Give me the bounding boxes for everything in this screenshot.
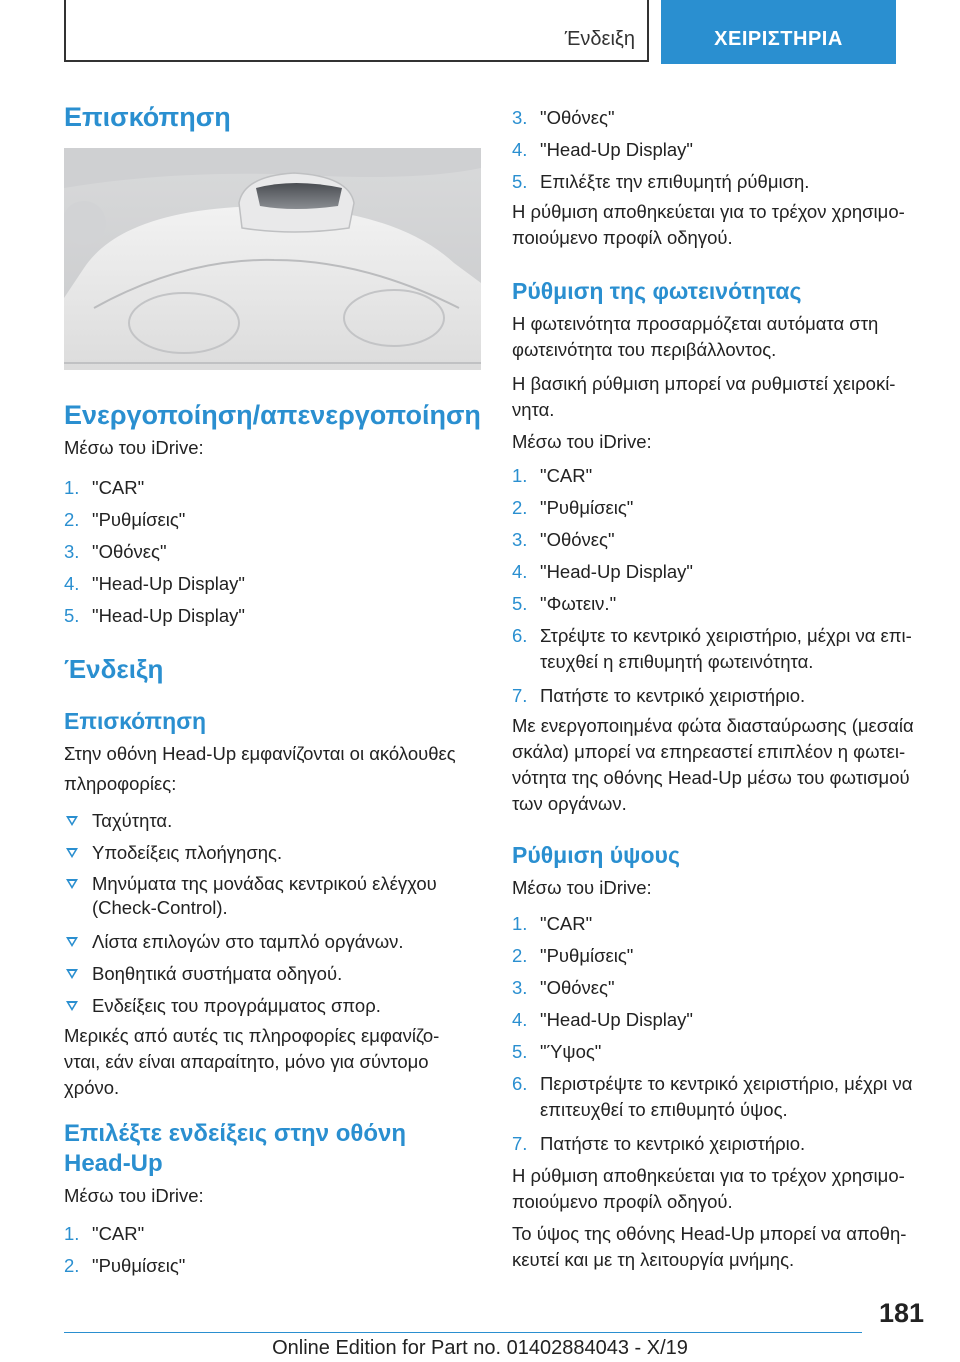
triangle-bullet-icon bbox=[66, 969, 78, 979]
saved-note-line: ποιούμενο προφίλ οδηγού. bbox=[512, 227, 733, 248]
indication-intro-line: Στην οθόνη Head-Up εμφανίζονται οι ακόλουθες bbox=[64, 743, 456, 764]
activation-via-idrive: Μέσω του iDrive: bbox=[64, 437, 204, 458]
indication-overview-heading: Επισκόπηση bbox=[64, 708, 206, 734]
brightness-note-line: νότητα της οθόνης Head-Up μέσω του φωτισμού bbox=[512, 767, 910, 788]
triangle-bullet-icon bbox=[66, 816, 78, 826]
brightness-note-line: σκάλα) μπορεί να επηρεαστεί επιπλέον η φωτει- bbox=[512, 741, 906, 762]
select-via-idrive: Μέσω του iDrive: bbox=[64, 1185, 204, 1206]
saved-note-line: Η ρύθμιση αποθηκεύεται για το τρέχον χρησιμο- bbox=[512, 201, 905, 222]
brightness-auto-line: φωτεινότητα του περιβάλλοντος. bbox=[512, 339, 777, 360]
section-tab-label: Ένδειξη bbox=[564, 28, 635, 50]
triangle-bullet-icon bbox=[66, 1001, 78, 1011]
page-number: 181 bbox=[878, 1298, 924, 1328]
brightness-heading: Ρύθμιση της φωτεινότητας bbox=[512, 278, 802, 304]
indication-intro-line: πληροφορίες: bbox=[64, 773, 177, 794]
section-tab bbox=[64, 0, 649, 62]
footer-edition: Online Edition for Part no. 01402884043 - X/19 bbox=[272, 1337, 688, 1359]
height-via-idrive: Μέσω του iDrive: bbox=[512, 877, 652, 898]
chapter-tab bbox=[661, 0, 896, 64]
info-note-line: χρόνο. bbox=[64, 1077, 120, 1098]
select-displays-heading: Head-Up bbox=[64, 1150, 163, 1177]
triangle-bullet-icon bbox=[66, 879, 78, 889]
brightness-manual-line: Η βασική ρύθμιση μπορεί να ρυθμιστεί χειροκί- bbox=[512, 373, 896, 394]
brightness-via-idrive: Μέσω του iDrive: bbox=[512, 431, 652, 452]
select-displays-heading: Επιλέξτε ενδείξεις στην οθόνη bbox=[64, 1120, 407, 1147]
activation-heading: Ενεργοποίηση/απενεργοποίηση bbox=[64, 400, 481, 430]
brightness-auto-line: Η φωτεινότητα προσαρμόζεται αυτόματα στη bbox=[512, 313, 879, 334]
chapter-tab-label: ΧΕΙΡΙΣΤΗΡΙΑ bbox=[714, 28, 843, 50]
footer-divider bbox=[64, 1332, 862, 1333]
height-memory-line: Το ύψος της οθόνης Head-Up μπορεί να αποθη- bbox=[512, 1223, 907, 1244]
brightness-note-line: Με ενεργοποιημένα φώτα διασταύρωσης (μεσαία bbox=[512, 715, 914, 736]
info-note-line: νται, εάν είναι απαραίτητο, μόνο για σύντομο bbox=[64, 1051, 429, 1072]
info-note-line: Μερικές από αυτές τις πληροφορίες εμφανίζο- bbox=[64, 1025, 440, 1046]
brightness-manual-line: νητα. bbox=[512, 399, 555, 420]
height-heading: Ρύθμιση ύψους bbox=[512, 842, 680, 868]
head-up-display-photo bbox=[64, 148, 481, 370]
height-saved-line: ποιούμενο προφίλ οδηγού. bbox=[512, 1191, 733, 1212]
triangle-bullet-icon bbox=[66, 937, 78, 947]
brightness-note-line: των οργάνων. bbox=[512, 793, 627, 814]
height-saved-line: Η ρύθμιση αποθηκεύεται για το τρέχον χρησιμο- bbox=[512, 1165, 905, 1186]
triangle-bullet-icon bbox=[66, 848, 78, 858]
page-header bbox=[64, 0, 896, 64]
indication-heading: Ένδειξη bbox=[64, 654, 164, 684]
overview-heading: Επισκόπηση bbox=[64, 102, 231, 132]
hud-dashboard-image bbox=[64, 148, 481, 370]
height-memory-line: κευτεί και με τη λειτουργία μνήμης. bbox=[512, 1249, 795, 1270]
